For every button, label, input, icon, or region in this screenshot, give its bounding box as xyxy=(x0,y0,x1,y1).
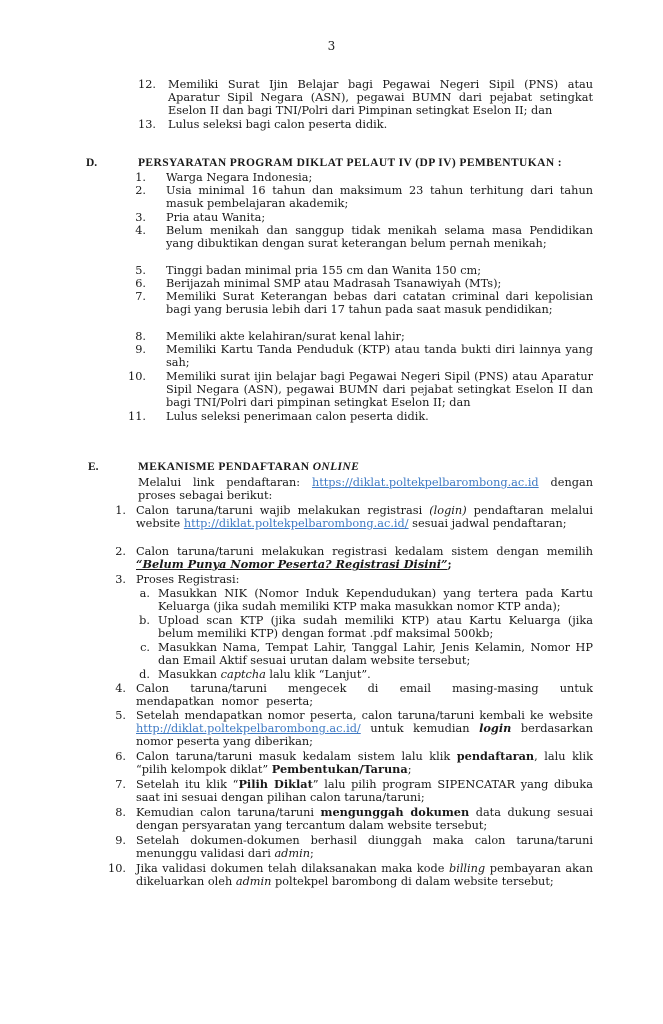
list-item: 7. Memiliki Surat Keterangan bebas dari catatan criminal dari kepolisian bagi yang berusia lebih dari 17 tahun pada saat masuk pendidikan; xyxy=(135,290,593,317)
list-item: 7. Setelah itu klik “Pilih Diklat” lalu pilih program SIPENCATAR yang dibuka saat ini sesuai dengan pilihan calon taruna/taruni; xyxy=(115,777,593,805)
list-item: 1. Warga Negara Indonesia; xyxy=(135,171,313,184)
registrasi-disini-quote: “Belum Punya Nomor Peserta? Registrasi Disini” xyxy=(136,557,448,572)
list-item: 4. Belum menikah dan sanggup tidak menikah selama masa Pendidikan yang dibuktikan dengan surat keterangan belum pernah menikah; xyxy=(135,224,593,251)
section-e-letter: E. xyxy=(88,461,99,473)
list-item: 9. Setelah dokumen-dokumen berhasil diunggah maka calon taruna/taruni menunggu validasi dari admin; xyxy=(115,834,593,861)
section-c-tail xyxy=(0,78,663,132)
section-d-title: PERSYARATAN PROGRAM DIKLAT PELAUT IV (DP IV) PEMBENTUKAN : xyxy=(138,157,563,169)
list-item: 6. Berijazah minimal SMP atau Madrasah Tsanawiyah (MTs); xyxy=(135,277,502,290)
registration-link[interactable]: https://diklat.poltekpelbarombong.ac.id xyxy=(311,476,539,489)
list-item: 1. Calon taruna/taruni wajib melakukan registrasi (login) pendaftaran melalui website http://diklat.poltekpelbarombong.ac.id/ sesuai jadwal pendaftaran; xyxy=(115,504,593,531)
website-link[interactable]: http://diklat.poltekpelbarombong.ac.id/ xyxy=(136,722,361,736)
website-link[interactable]: http://diklat.poltekpelbarombong.ac.id/ xyxy=(183,517,409,531)
list-item: d. Masukkan captcha lalu klik “Lanjut”. xyxy=(139,668,371,681)
list-item: 4. Calon taruna/taruni mengecek di email masing-masing untuk mendapatkan nomor peserta; xyxy=(115,682,593,709)
list-item: 2. Usia minimal 16 tahun dan maksimum 23 tahun terhitung dari tahun masuk pembelajaran akademik; xyxy=(135,184,593,211)
list-item: 10. Jika validasi dokumen telah dilaksanakan maka kode billing pembayaran akan dikeluarkan oleh admin poltekpel barombong di dalam website tersebut; xyxy=(108,862,593,889)
list-item: a. Masukkan NIK (Nomor Induk Kependudukan) yang tertera pada Kartu Keluarga (jika sudah memiliki KTP maka masukkan nomor KTP anda); xyxy=(139,587,593,614)
list-item: 10. Memiliki surat ijin belajar bagi Pegawai Negeri Sipil (PNS) atau Aparatur Sipil Negara (ASN), pegawai BUMN dari pejabat setingkat Eselon II dan bagi TNI/Polri dari pimpinan setingkat Eselon II; dan xyxy=(128,370,593,410)
list-item: 5. Tinggi badan minimal pria 155 cm dan Wanita 150 cm; xyxy=(135,264,482,277)
section-e-intro: Melalui link pendaftaran: https://diklat.poltekpelbarombong.ac.id dengan proses sebagai berikut: xyxy=(138,476,593,503)
list-item: 2. Calon taruna/taruni melakukan registrasi kedalam sistem dengan memilih “Belum Punya Nomor Peserta? Registrasi Disini”; xyxy=(115,545,593,572)
list-item: b. Upload scan KTP (jika sudah memiliki KTP) atau Kartu Keluarga (jika belum memiliki KTP) dengan format .pdf maksimal 500kb; xyxy=(139,614,593,641)
page-number: 3 xyxy=(327,39,336,53)
section-e-title: MEKANISME PENDAFTARAN ONLINE xyxy=(138,461,360,473)
section-d-list xyxy=(0,171,663,423)
section-e-steps xyxy=(0,504,663,903)
list-item: c. Masukkan Nama, Tempat Lahir, Tanggal Lahir, Jenis Kelamin, Nomor HP dan Email Aktif sesuai urutan dalam website tersebut; xyxy=(140,641,593,668)
list-item: 3. Proses Registrasi: xyxy=(115,573,240,586)
list-item: 12. Memiliki Surat Ijin Belajar bagi Pegawai Negeri Sipil (PNS) atau Aparatur Sipil Negara (ASN), pegawai BUMN dari pejabat setingkat Eselon II dan bagi TNI/Polri dari Pimpinan setingkat Eselon II; dan xyxy=(138,78,593,118)
list-item: 8. Kemudian calon taruna/taruni mengunggah dokumen data dukung sesuai dengan persyaratan yang tercantum dalam website tersebut; xyxy=(115,805,593,833)
list-item: 5. Setelah mendapatkan nomor peserta, calon taruna/taruni kembali ke website http://diklat.poltekpelbarombong.ac.id/ untuk kemudian login berdasarkan nomor peserta yang diberikan; xyxy=(115,709,594,749)
list-item: 3. Pria atau Wanita; xyxy=(135,211,266,224)
list-item: 9. Memiliki Kartu Tanda Penduduk (KTP) atau tanda bukti diri lainnya yang sah; xyxy=(135,343,593,370)
list-item: 6. Calon taruna/taruni masuk kedalam sistem lalu klik pendaftaran, lalu klik “pilih kelompok diklat” Pembentukan/Taruna; xyxy=(115,749,593,777)
section-d-letter: D. xyxy=(86,157,98,169)
section-e-title-online: ONLINE xyxy=(312,461,360,473)
list-item: 11. Lulus seleksi penerimaan calon peserta didik. xyxy=(128,410,429,423)
list-item: 13. Lulus seleksi bagi calon peserta didik. xyxy=(138,118,388,131)
list-item: 8. Memiliki akte kelahiran/surat kenal lahir; xyxy=(135,330,405,343)
